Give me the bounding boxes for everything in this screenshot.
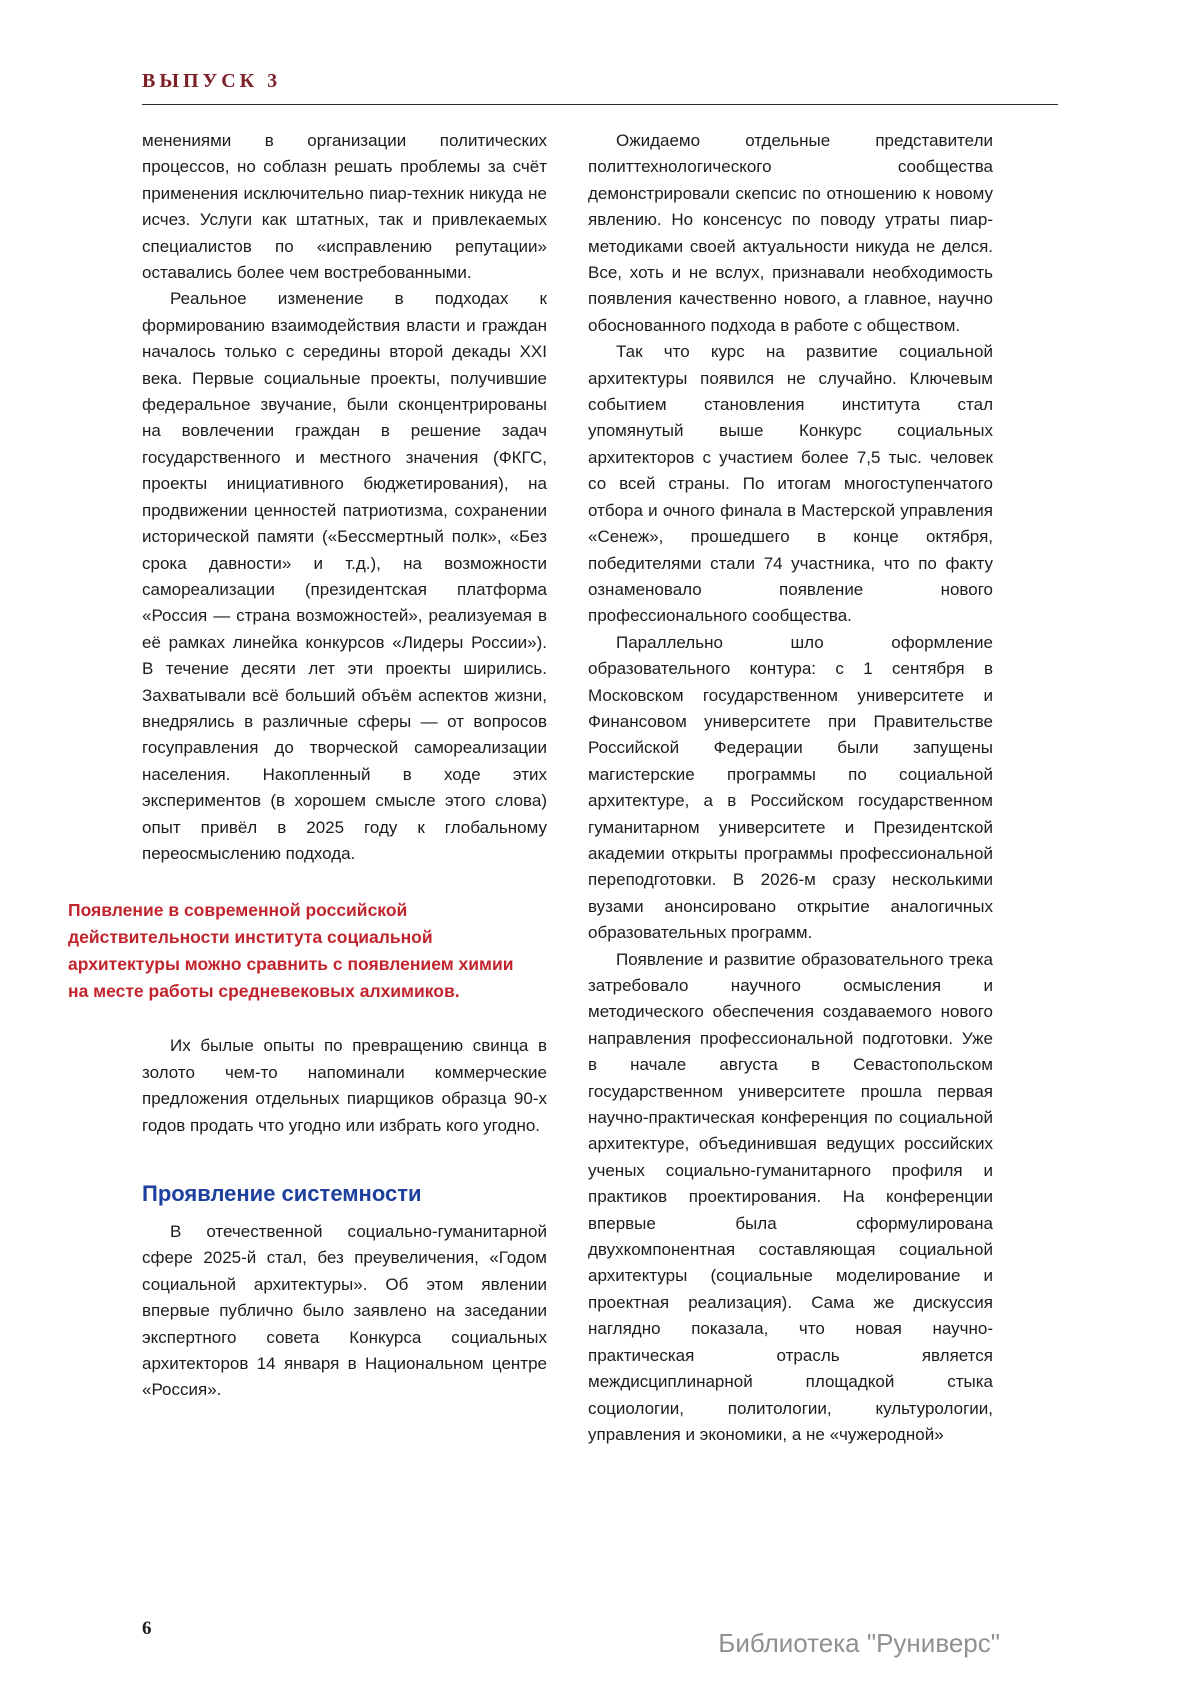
pull-quote-line: архитектуры можно сравнить с появлением химии [68,954,514,975]
right-column [588,128,993,1448]
body-paragraph: Ожидаемо отдельные представители политтехнологического сообщества демонстрировали скепсис по отношению к новому явлению. Но консенсус по поводу утраты пиар-методиками своей актуальности никуда не делся. Все, хоть и не вслух, признавали необходимость появления качественно нового, а главное, научно обоснованного подхода в работе с обществом. [588,131,993,335]
section-heading: Проявление системности [142,1181,422,1206]
pull-quote-line: на месте работы средневековых алхимиков. [68,981,460,1002]
left-column [68,128,547,1448]
header-divider-rule [142,104,1058,105]
pull-quote-line: действительности института социальной [68,927,433,948]
text-columns [68,128,993,1448]
body-paragraph: Реальное изменение в подходах к формированию взаимодействия власти и граждан началось только с середины второй декады XXI века. Первые социальные проекты, получившие федеральное звучание, были сконцентрированы на вовлечении граждан в решение задач государственного и местного значения (ФКГС, проекты инициативного бюджетирования), на продвижении ценностей патриотизма, сохранении исторической памяти («Бессмертный полк», «Без срока давности» и т.д.), на возможности самореализации (президентская платформа «Россия — страна возможностей», реализуемая в её рамках линейка конкурсов «Лидеры России»). В течение десяти лет эти проекты ширились. Захватывали всё больший объём аспектов жизни, внедрялись в различные сферы — от вопросов госуправления до творческой самореализации населения. Накопленный в ходе этих экспериментов (в хорошем смысле этого слова) опыт привёл в 2025 году к глобальному переосмыслению подхода. [142,289,547,863]
body-paragraph: Так что курс на развитие социальной архитектуры появился не случайно. Ключевым событием становления института стал упомянутый выше Конкурс социальных архитекторов с участием более 7,5 тыс. человек со всей страны. По итогам многоступенчатого отбора и очного финала в Мастерской управления «Сенеж», прошедшего в конце октября, победителями стали 74 участника, что по факту ознаменовало появление нового профессионального сообщества. [588,342,993,626]
body-paragraph: Их былые опыты по превращению свинца в золото чем-то напоминали коммерческие предложения отдельных пиарщиков образца 90-х годов продать что угодно или избрать кого угодно. [142,1036,547,1135]
body-paragraph: Параллельно шло оформление образовательного контура: с 1 сентября в Московском государственном университете и Финансовом университете при Правительстве Российской Федерации были запущены магистерские программы по социальной архитектуре, а в Российском государственном гуманитарном университете и Президентской академии открыты программы профессиональной переподготовки. В 2026-м сразу несколькими вузами анонсировано открытие аналогичных образовательных программ. [588,632,993,943]
body-paragraph: В отечественной социально-гуманитарной сфере 2025-й стал, без преувеличения, «Годом социальной архитектуры». Об этом явлении впервые публично было заявлено на заседании экспертного совета Конкурса социальных архитекторов 14 января в Национальном центре «Россия». [142,1222,547,1400]
page-number: 6 [142,1618,152,1639]
pull-quote [68,897,547,1005]
library-watermark: Библиотека "Руниверс" [718,1628,1000,1658]
body-paragraph: менениями в организации политических процессов, но соблазн решать проблемы за счёт применения исключительно пиар-техник никуда не исчез. Услуги как штатных, так и привлекаемых специалистов по «исправлению репутации» оставались более чем востребованными. [142,131,547,283]
body-paragraph: Появление и развитие образовательного трека затребовало научного осмысления и методического обеспечения создаваемого нового направления профессиональной подготовки. Уже в начале августа в Севастопольском государственном университете прошла первая научно-практическая конференция по социальной архитектуре, объединившая ведущих российских ученых социально-гуманитарного профиля и практиков проектирования. На конференции впервые была сформулирована двухкомпонентная составляющая социальной архитектуры (социальные моделирование и проектная реализация). Сама же дискуссия наглядно показала, что новая научно-практическая отрасль является междисциплинарной площадкой стыка социологии, политологии, культурологии, управления и экономики, а не «чужеродной» [588,949,993,1444]
issue-label: ВЫПУСК 3 [142,70,282,92]
pull-quote-line: Появление в современной российской [68,900,408,921]
